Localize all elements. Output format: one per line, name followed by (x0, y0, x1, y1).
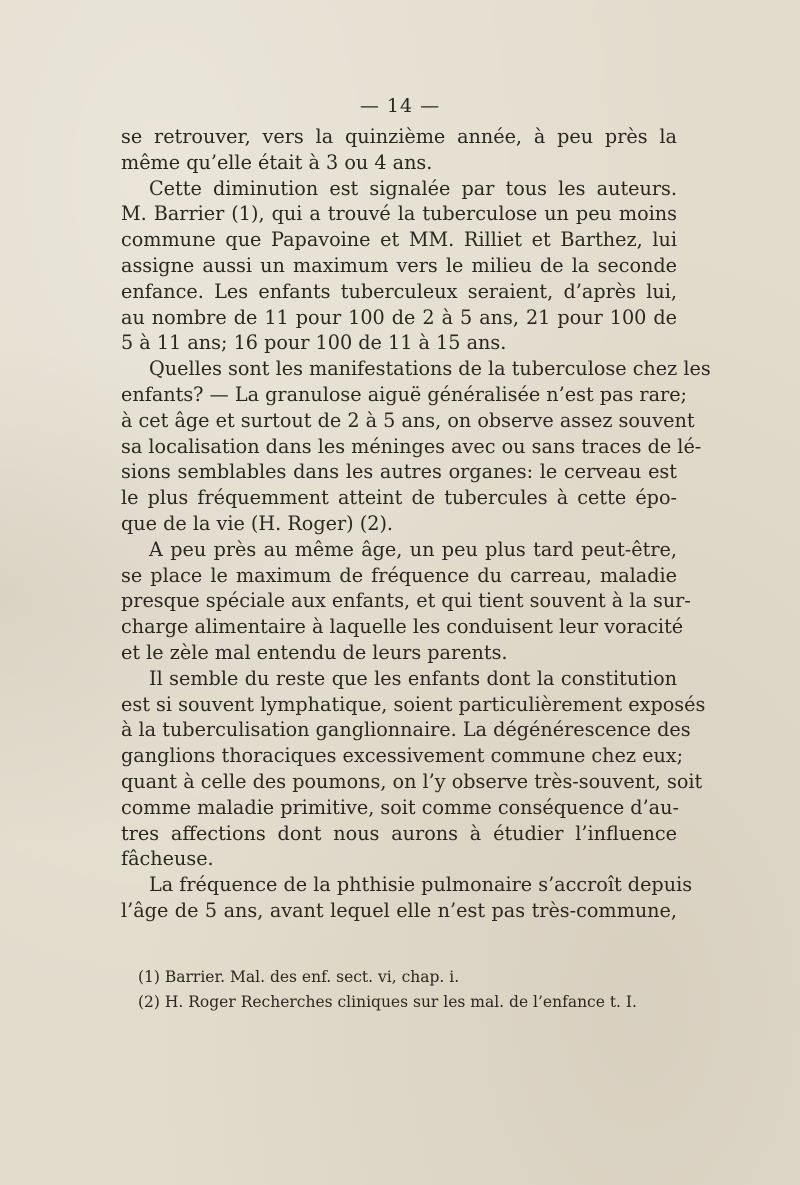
footnotes (138, 965, 678, 1015)
page-number: — 14 — (359, 95, 441, 117)
text-line: l’âge de 5 ans, avant lequel elle n’est pas très-commune, (121, 898, 677, 922)
text-line: Cette diminution est signalée par tous les auteurs. (149, 176, 677, 200)
text-line: se place le maximum de fréquence du carreau, maladie (121, 563, 677, 587)
text-line: A peu près au même âge, un peu plus tard peut-être, (149, 537, 677, 561)
text-line: ganglions thoraciques excessivement commune chez eux; (121, 744, 684, 768)
text-line: même qu’elle était à 3 ou 4 ans. (121, 150, 433, 174)
text-line: est si souvent lymphatique, soient particulièrement exposés (121, 692, 706, 716)
text-line: quant à celle des poumons, on l’y observe très-souvent, soit (121, 769, 703, 793)
text-line: enfants? — La granulose aiguë généralisée n’est pas rare; (121, 382, 688, 406)
text-line: et le zèle mal entendu de leurs parents. (121, 640, 508, 664)
text-line: que de la vie (H. Roger) (2). (121, 511, 394, 535)
text-line: sa localisation dans les méninges avec ou sans traces de lé- (121, 434, 702, 458)
text-line: 5 à 11 ans; 16 pour 100 de 11 à 15 ans. (121, 331, 507, 355)
footnote: (2) H. Roger Recherches cliniques sur les mal. de l’enfance t. I. (138, 993, 637, 1011)
text-line: se retrouver, vers la quinzième année, à peu près la (121, 125, 677, 148)
text-line: le plus fréquemment atteint de tubercules à cette épo- (121, 486, 677, 510)
text-line: au nombre de 11 pour 100 de 2 à 5 ans, 21 pour 100 de (121, 305, 677, 329)
text-line: M. Barrier (1), qui a trouvé la tuberculose un peu moins (121, 202, 677, 226)
text-line: à la tuberculisation ganglionnaire. La dégénérescence des (121, 718, 691, 742)
text-line: fâcheuse. (121, 847, 214, 871)
text-line: Quelles sont les manifestations de la tuberculose chez les (149, 357, 711, 381)
footnote: (1) Barrier. Mal. des enf. sect. vi, chap. i. (138, 968, 460, 986)
body-text (121, 124, 711, 924)
text-line: presque spéciale aux enfants, et qui tient souvent à la sur- (121, 589, 691, 613)
text-line: charge alimentaire à laquelle les conduisent leur voracité (121, 615, 684, 639)
text-line: sions semblables dans les autres organes: le cerveau est (121, 460, 677, 484)
text-line: La fréquence de la phthisie pulmonaire s’accroît depuis (149, 873, 693, 897)
text-line: tres affections dont nous aurons à étudier l’influence (121, 821, 677, 845)
text-line: à cet âge et surtout de 2 à 5 ans, on observe assez souvent (121, 408, 695, 432)
text-line: commune que Papavoine et MM. Rilliet et Barthez, lui (121, 228, 677, 252)
text-line: Il semble du reste que les enfants dont la constitution (149, 666, 677, 690)
text-line: assigne aussi un maximum vers le milieu de la seconde (121, 253, 677, 277)
text-line: comme maladie primitive, soit comme conséquence d’au- (121, 795, 679, 819)
text-line: enfance. Les enfants tuberculeux seraient, d’après lui, (121, 279, 677, 303)
